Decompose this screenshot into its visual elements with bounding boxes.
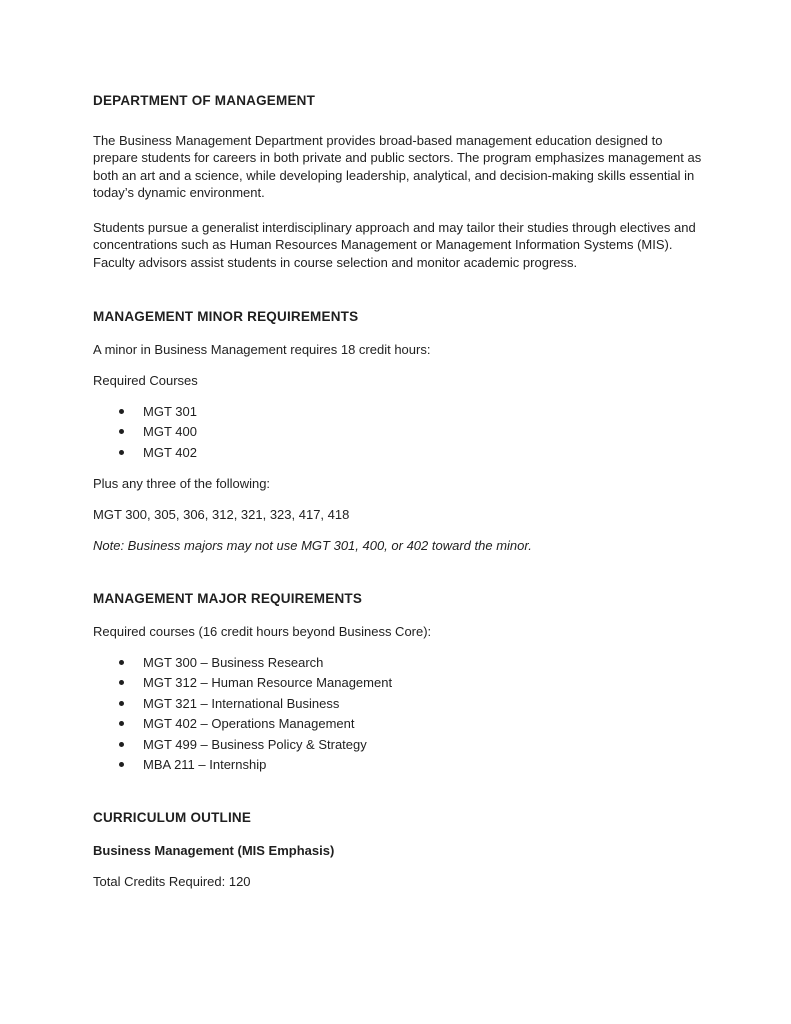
minor-electives-list: MGT 300, 305, 306, 312, 321, 323, 417, 418 (93, 506, 350, 522)
bullet-icon (119, 450, 124, 455)
list-item (93, 736, 705, 753)
major-intro-text: Required courses (16 credit hours beyond Business Core): (93, 623, 432, 639)
curriculum-subheading: Business Management (MIS Emphasis) (93, 842, 335, 858)
minor-required-courses-list (93, 403, 705, 461)
list-item (93, 654, 705, 671)
course-entry: MGT 499 – Business Policy & Strategy (143, 736, 367, 752)
minor-intro-text: A minor in Business Management requires 18 credit hours: (93, 341, 431, 357)
list-item (93, 444, 705, 461)
intro-paragraph-1: The Business Management Department provides broad-based management education designed to prepare students for careers in both private and public sectors. The program emphasizes management as both an art and a science, while developing leadership, analytical, and decision-making skills essential in today’s dynamic environment. (93, 132, 702, 200)
bullet-icon (119, 429, 124, 434)
course-entry: MGT 312 – Human Resource Management (143, 675, 393, 690)
bullet-icon (119, 701, 124, 706)
course-entry: MGT 300 – Business Research (143, 654, 324, 670)
list-item (93, 403, 705, 420)
bullet-icon (119, 762, 124, 767)
major-requirements-heading: MANAGEMENT MAJOR REQUIREMENTS (93, 591, 363, 606)
bullet-icon (119, 409, 124, 414)
list-item (93, 674, 705, 691)
course-entry: MGT 321 – International Business (143, 695, 340, 711)
bullet-icon (119, 680, 124, 685)
list-item (93, 715, 705, 732)
course-entry: MGT 402 – Operations Management (143, 716, 355, 731)
document-title: DEPARTMENT OF MANAGEMENT (93, 93, 316, 108)
list-item (93, 423, 705, 440)
bullet-icon (119, 721, 124, 726)
minor-electives-label: Plus any three of the following: (93, 475, 271, 491)
course-code: MGT 400 (143, 424, 197, 439)
major-courses-list (93, 654, 705, 774)
intro-paragraph-2: Students pursue a generalist interdisciplinary approach and may tailor their studies through electives and concentrations such as Human Resources Management or Management Information Systems (MIS). Faculty advisors assist students in course selection and monitor academic progress. (93, 219, 696, 270)
course-code: MGT 402 (143, 444, 197, 460)
course-code: MGT 301 (143, 403, 197, 419)
curriculum-outline-heading: CURRICULUM OUTLINE (93, 810, 252, 825)
course-entry: MBA 211 – Internship (143, 757, 267, 772)
list-item (93, 695, 705, 712)
required-courses-label: Required Courses (93, 372, 198, 388)
document-content (93, 92, 705, 891)
bullet-icon (119, 660, 124, 665)
list-item (93, 756, 705, 773)
total-credits-text: Total Credits Required: 120 (93, 874, 251, 889)
minor-requirements-heading: MANAGEMENT MINOR REQUIREMENTS (93, 309, 359, 324)
minor-note: Note: Business majors may not use MGT 301, 400, or 402 toward the minor. (93, 537, 532, 553)
bullet-icon (119, 742, 124, 747)
